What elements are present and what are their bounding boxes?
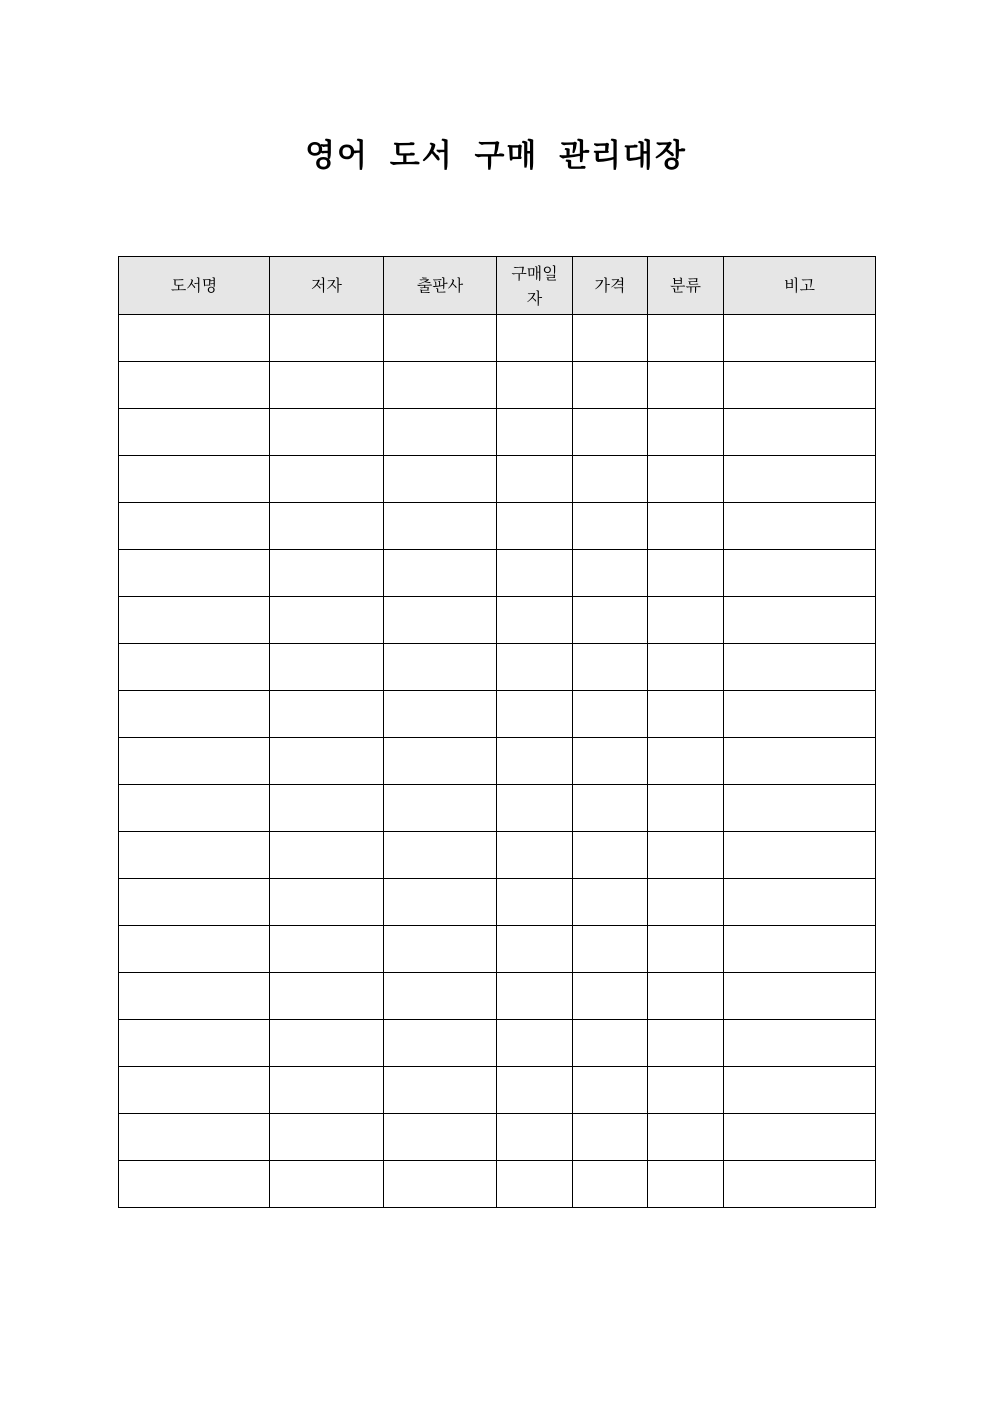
cell-book-title[interactable] [119,1020,270,1067]
cell-remarks[interactable] [724,691,876,738]
cell-category[interactable] [648,409,724,456]
cell-price[interactable] [573,597,648,644]
cell-author[interactable] [270,738,384,785]
cell-remarks[interactable] [724,926,876,973]
cell-remarks[interactable] [724,738,876,785]
table-row [119,362,876,409]
cell-publisher[interactable] [384,409,497,456]
document-title: 영어 도서 구매 관리대장 [305,138,687,174]
cell-book-title[interactable] [119,362,270,409]
cell-publisher[interactable] [384,1067,497,1114]
column-header-author: 저자 [270,257,384,315]
cell-category[interactable] [648,644,724,691]
cell-author[interactable] [270,503,384,550]
cell-publisher[interactable] [384,315,497,362]
cell-category[interactable] [648,973,724,1020]
cell-price[interactable] [573,409,648,456]
cell-publisher[interactable] [384,597,497,644]
cell-book-title[interactable] [119,879,270,926]
column-header-category: 분류 [648,257,724,315]
cell-book-title[interactable] [119,738,270,785]
cell-category[interactable] [648,738,724,785]
cell-price[interactable] [573,644,648,691]
table-row [119,1161,876,1208]
cell-remarks[interactable] [724,1067,876,1114]
table-body [119,315,876,1208]
header-row [119,257,876,315]
cell-publisher[interactable] [384,362,497,409]
cell-book-title[interactable] [119,1114,270,1161]
cell-remarks[interactable] [724,879,876,926]
cell-purchase-date[interactable] [497,409,573,456]
cell-publisher[interactable] [384,1161,497,1208]
table-row [119,973,876,1020]
cell-remarks[interactable] [724,1114,876,1161]
cell-remarks[interactable] [724,1161,876,1208]
cell-price[interactable] [573,1114,648,1161]
table-row [119,409,876,456]
cell-purchase-date[interactable] [497,315,573,362]
cell-remarks[interactable] [724,785,876,832]
cell-book-title[interactable] [119,973,270,1020]
cell-price[interactable] [573,973,648,1020]
cell-remarks[interactable] [724,1020,876,1067]
cell-author[interactable] [270,832,384,879]
table-row [119,926,876,973]
cell-author[interactable] [270,315,384,362]
cell-publisher[interactable] [384,785,497,832]
cell-author[interactable] [270,1020,384,1067]
cell-publisher[interactable] [384,879,497,926]
column-header-book-title: 도서명 [119,257,270,315]
cell-remarks[interactable] [724,503,876,550]
column-header-publisher: 출판사 [384,257,497,315]
table-row [119,503,876,550]
cell-book-title[interactable] [119,644,270,691]
cell-publisher[interactable] [384,973,497,1020]
cell-remarks[interactable] [724,597,876,644]
cell-purchase-date[interactable] [497,691,573,738]
cell-price[interactable] [573,503,648,550]
cell-price[interactable] [573,926,648,973]
column-header-remarks: 비고 [724,257,876,315]
cell-category[interactable] [648,1020,724,1067]
table-row [119,738,876,785]
cell-purchase-date[interactable] [497,597,573,644]
cell-remarks[interactable] [724,315,876,362]
cell-publisher[interactable] [384,691,497,738]
cell-publisher[interactable] [384,1020,497,1067]
table-row [119,879,876,926]
cell-publisher[interactable] [384,738,497,785]
cell-price[interactable] [573,1161,648,1208]
cell-book-title[interactable] [119,550,270,597]
cell-publisher[interactable] [384,926,497,973]
cell-purchase-date[interactable] [497,785,573,832]
cell-purchase-date[interactable] [497,738,573,785]
cell-remarks[interactable] [724,644,876,691]
cell-price[interactable] [573,1067,648,1114]
cell-book-title[interactable] [119,409,270,456]
table-row [119,597,876,644]
cell-category[interactable] [648,1067,724,1114]
cell-publisher[interactable] [384,503,497,550]
table-header [119,257,876,315]
cell-remarks[interactable] [724,409,876,456]
cell-purchase-date[interactable] [497,1067,573,1114]
cell-publisher[interactable] [384,550,497,597]
cell-author[interactable] [270,691,384,738]
cell-publisher[interactable] [384,644,497,691]
cell-purchase-date[interactable] [497,550,573,597]
cell-book-title[interactable] [119,1067,270,1114]
cell-category[interactable] [648,691,724,738]
cell-remarks[interactable] [724,550,876,597]
table-row [119,1114,876,1161]
cell-purchase-date[interactable] [497,1020,573,1067]
cell-remarks[interactable] [724,832,876,879]
table-row [119,550,876,597]
cell-purchase-date[interactable] [497,456,573,503]
cell-book-title[interactable] [119,597,270,644]
purchase-ledger-table [118,256,876,1208]
cell-book-title[interactable] [119,926,270,973]
cell-price[interactable] [573,691,648,738]
cell-price[interactable] [573,456,648,503]
cell-category[interactable] [648,315,724,362]
cell-category[interactable] [648,879,724,926]
cell-author[interactable] [270,597,384,644]
cell-author[interactable] [270,879,384,926]
cell-purchase-date[interactable] [497,1114,573,1161]
cell-category[interactable] [648,1161,724,1208]
cell-author[interactable] [270,1067,384,1114]
cell-purchase-date[interactable] [497,644,573,691]
cell-author[interactable] [270,456,384,503]
cell-purchase-date[interactable] [497,926,573,973]
cell-remarks[interactable] [724,973,876,1020]
cell-author[interactable] [270,1161,384,1208]
table-row [119,785,876,832]
cell-book-title[interactable] [119,1161,270,1208]
table-row [119,832,876,879]
cell-publisher[interactable] [384,456,497,503]
cell-category[interactable] [648,456,724,503]
cell-category[interactable] [648,597,724,644]
cell-book-title[interactable] [119,785,270,832]
cell-book-title[interactable] [119,456,270,503]
cell-author[interactable] [270,362,384,409]
cell-author[interactable] [270,926,384,973]
cell-price[interactable] [573,550,648,597]
cell-purchase-date[interactable] [497,362,573,409]
table-row [119,1020,876,1067]
cell-author[interactable] [270,1114,384,1161]
cell-book-title[interactable] [119,503,270,550]
cell-price[interactable] [573,785,648,832]
cell-category[interactable] [648,362,724,409]
cell-category[interactable] [648,926,724,973]
cell-category[interactable] [648,1114,724,1161]
cell-price[interactable] [573,879,648,926]
cell-price[interactable] [573,315,648,362]
cell-publisher[interactable] [384,832,497,879]
cell-author[interactable] [270,409,384,456]
cell-author[interactable] [270,550,384,597]
cell-price[interactable] [573,738,648,785]
table-row [119,315,876,362]
column-header-purchase-date: 구매일자 [497,257,573,315]
cell-purchase-date[interactable] [497,503,573,550]
column-header-price: 가격 [573,257,648,315]
cell-category[interactable] [648,832,724,879]
cell-book-title[interactable] [119,315,270,362]
table-row [119,456,876,503]
table-row [119,1067,876,1114]
table-row [119,644,876,691]
cell-remarks[interactable] [724,456,876,503]
cell-category[interactable] [648,550,724,597]
cell-purchase-date[interactable] [497,832,573,879]
cell-author[interactable] [270,644,384,691]
cell-publisher[interactable] [384,1114,497,1161]
cell-purchase-date[interactable] [497,879,573,926]
cell-purchase-date[interactable] [497,973,573,1020]
cell-price[interactable] [573,362,648,409]
cell-remarks[interactable] [724,362,876,409]
cell-price[interactable] [573,832,648,879]
cell-author[interactable] [270,973,384,1020]
cell-book-title[interactable] [119,832,270,879]
cell-category[interactable] [648,503,724,550]
cell-book-title[interactable] [119,691,270,738]
cell-purchase-date[interactable] [497,1161,573,1208]
cell-price[interactable] [573,1020,648,1067]
table-row [119,691,876,738]
cell-category[interactable] [648,785,724,832]
cell-author[interactable] [270,785,384,832]
